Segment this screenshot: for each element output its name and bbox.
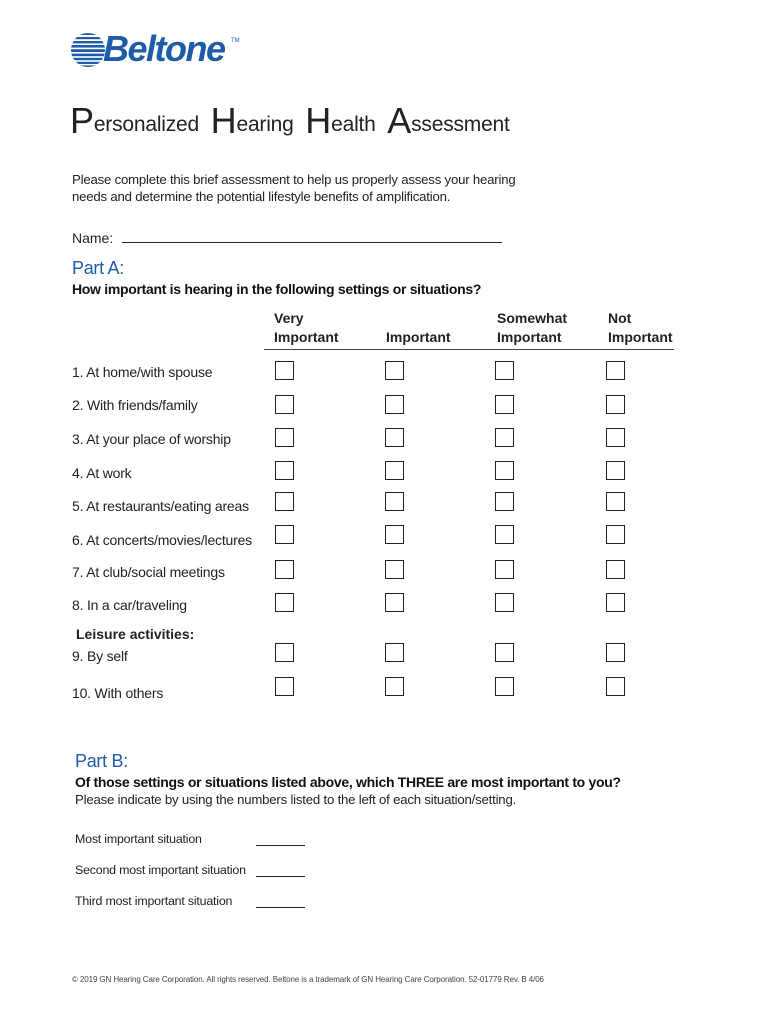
rank-label-third: Third most important situation <box>75 894 233 908</box>
checkbox-somewhat-important[interactable] <box>495 428 514 447</box>
checkbox-important[interactable] <box>385 525 404 544</box>
beltone-logo <box>70 30 240 72</box>
page-title: Personalized Hearing Health Assessment <box>70 100 510 141</box>
situation-label: 4. At work <box>72 465 132 481</box>
rank-input-second[interactable] <box>256 876 305 877</box>
column-header-not-important: Not Important <box>608 310 673 345</box>
part-a-question: How important is hearing in the following settings or situations? <box>72 281 482 297</box>
checkbox-not-important[interactable] <box>606 525 625 544</box>
globe-icon <box>70 32 106 68</box>
checkbox-important[interactable] <box>385 461 404 480</box>
part-b-instruction: Please indicate by using the numbers listed to the left of each situation/setting. <box>75 792 517 807</box>
rank-label-most: Most important situation <box>75 832 202 846</box>
checkbox-important[interactable] <box>385 677 404 696</box>
checkbox-somewhat-important[interactable] <box>495 395 514 414</box>
checkbox-somewhat-important[interactable] <box>495 560 514 579</box>
checkbox-not-important[interactable] <box>606 361 625 380</box>
situation-label: 10. With others <box>72 685 164 701</box>
checkbox-very-important[interactable] <box>275 428 294 447</box>
checkbox-very-important[interactable] <box>275 643 294 662</box>
checkbox-somewhat-important[interactable] <box>495 677 514 696</box>
checkbox-not-important[interactable] <box>606 643 625 662</box>
checkbox-not-important[interactable] <box>606 677 625 696</box>
checkbox-very-important[interactable] <box>275 492 294 511</box>
checkbox-somewhat-important[interactable] <box>495 492 514 511</box>
checkbox-somewhat-important[interactable] <box>495 593 514 612</box>
header-divider <box>264 349 674 350</box>
name-field[interactable] <box>122 242 502 243</box>
column-header-important: Important <box>386 329 451 345</box>
checkbox-somewhat-important[interactable] <box>495 461 514 480</box>
checkbox-not-important[interactable] <box>606 560 625 579</box>
intro-text-line-2: needs and determine the potential lifestyle benefits of amplification. <box>72 189 451 204</box>
situation-label: 1. At home/with spouse <box>72 364 213 380</box>
checkbox-important[interactable] <box>385 428 404 447</box>
trademark-mark: TM <box>231 38 240 44</box>
checkbox-very-important[interactable] <box>275 560 294 579</box>
checkbox-very-important[interactable] <box>275 461 294 480</box>
situation-label: 9. By self <box>72 648 128 664</box>
situation-label: 2. With friends/family <box>72 397 198 413</box>
situation-label: 6. At concerts/movies/lectures <box>72 532 252 548</box>
checkbox-important[interactable] <box>385 395 404 414</box>
checkbox-not-important[interactable] <box>606 593 625 612</box>
checkbox-somewhat-important[interactable] <box>495 361 514 380</box>
situation-label: 8. In a car/traveling <box>72 597 187 613</box>
situation-label: 7. At club/social meetings <box>72 564 225 580</box>
checkbox-not-important[interactable] <box>606 492 625 511</box>
checkbox-important[interactable] <box>385 560 404 579</box>
part-b-question: Of those settings or situations listed above, which THREE are most important to you? <box>75 774 621 790</box>
rank-input-most[interactable] <box>256 845 305 846</box>
checkbox-very-important[interactable] <box>275 677 294 696</box>
checkbox-not-important[interactable] <box>606 395 625 414</box>
brand-wordmark: Beltone <box>103 28 225 69</box>
checkbox-very-important[interactable] <box>275 525 294 544</box>
leisure-activities-heading: Leisure activities: <box>76 626 195 642</box>
checkbox-somewhat-important[interactable] <box>495 525 514 544</box>
checkbox-important[interactable] <box>385 492 404 511</box>
situation-label: 5. At restaurants/eating areas <box>72 498 249 514</box>
column-header-very-important: Very Important <box>274 310 339 345</box>
intro-text-line-1: Please complete this brief assessment to help us properly assess your hearing <box>72 172 516 187</box>
checkbox-not-important[interactable] <box>606 428 625 447</box>
part-a-heading: Part A: <box>72 258 124 278</box>
situation-label: 3. At your place of worship <box>72 431 231 447</box>
checkbox-very-important[interactable] <box>275 361 294 380</box>
column-header-somewhat-important: Somewhat Important <box>497 310 568 345</box>
checkbox-important[interactable] <box>385 593 404 612</box>
checkbox-very-important[interactable] <box>275 593 294 612</box>
rank-label-second: Second most important situation <box>75 863 246 877</box>
checkbox-very-important[interactable] <box>275 395 294 414</box>
checkbox-not-important[interactable] <box>606 461 625 480</box>
checkbox-important[interactable] <box>385 361 404 380</box>
footer-copyright: © 2019 GN Hearing Care Corporation. All rights reserved. Beltone is a trademark of GN Hearing Care Corporation. 52-01779 Rev. B 4/06 <box>72 975 544 984</box>
part-b-heading: Part B: <box>75 751 128 771</box>
checkbox-important[interactable] <box>385 643 404 662</box>
name-label: Name: <box>72 230 114 246</box>
rank-input-third[interactable] <box>256 907 305 908</box>
checkbox-somewhat-important[interactable] <box>495 643 514 662</box>
